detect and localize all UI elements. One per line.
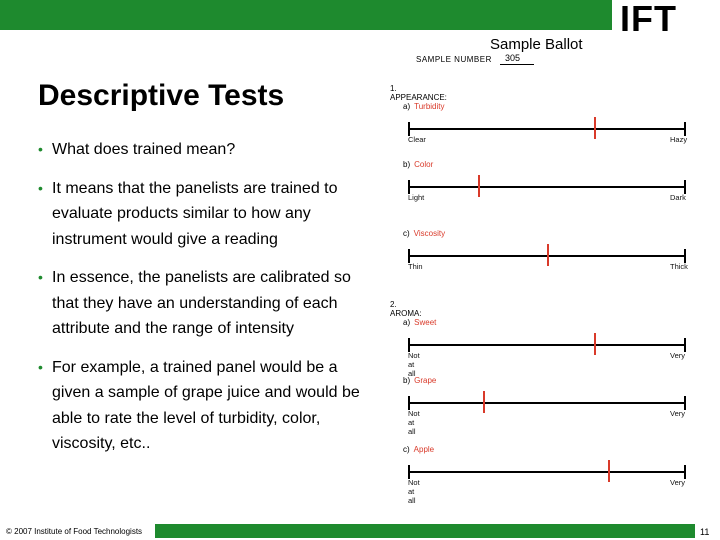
- rating-mark: [594, 333, 596, 355]
- copyright-text: © 2007 Institute of Food Technologists: [6, 527, 143, 536]
- scale-low-anchor: Thin: [408, 262, 423, 271]
- attribute-letter: b): [403, 160, 411, 169]
- scale-end-tick: [408, 396, 410, 410]
- page-number: 11: [700, 527, 710, 537]
- scale-low-anchor: Not at all: [408, 409, 420, 436]
- rating-scale-line[interactable]: [408, 128, 686, 130]
- bullet-list: [36, 137, 366, 470]
- scale-low-anchor: Not at all: [408, 478, 420, 505]
- slide-title: Descriptive Tests: [38, 79, 285, 112]
- rating-mark: [608, 460, 610, 482]
- ballot-title: Sample Ballot: [490, 36, 583, 53]
- header-bar: [0, 0, 612, 30]
- attribute-name: Sweet: [414, 318, 437, 327]
- scale-high-anchor: Thick: [670, 262, 688, 271]
- scale-low-anchor: Light: [408, 193, 425, 202]
- sample-number-value: 305: [505, 53, 521, 63]
- scale-high-anchor: Very: [670, 409, 686, 418]
- scale-end-tick: [408, 465, 410, 479]
- ballot-section-heading: 1. APPEARANCE:: [390, 84, 447, 102]
- ift-logo: IFT: [620, 0, 677, 39]
- scale-end-tick: [684, 249, 686, 263]
- attribute-letter: a): [403, 102, 411, 111]
- attribute-name: Turbidity: [414, 102, 445, 111]
- scale-end-tick: [408, 180, 410, 194]
- attribute-letter: c): [403, 229, 410, 238]
- attribute-label: [403, 229, 445, 238]
- scale-end-tick: [408, 122, 410, 136]
- footer-bar: [155, 524, 695, 538]
- attribute-label: [403, 160, 433, 169]
- attribute-name: Grape: [414, 376, 437, 385]
- attribute-label: [403, 318, 436, 327]
- rating-mark: [483, 391, 485, 413]
- scale-end-tick: [684, 180, 686, 194]
- scale-end-tick: [408, 249, 410, 263]
- attribute-name: Color: [414, 160, 434, 169]
- scale-end-tick: [684, 122, 686, 136]
- scale-end-tick: [684, 338, 686, 352]
- attribute-letter: a): [403, 318, 411, 327]
- bullet-item: • In essence, the panelists are calibrated so that they have an understanding of each attribute and the range of intensity: [36, 265, 366, 342]
- attribute-label: [403, 102, 445, 111]
- scale-high-anchor: Hazy: [670, 135, 688, 144]
- rating-mark: [478, 175, 480, 197]
- attribute-label: [403, 445, 434, 454]
- scale-high-anchor: Very: [670, 351, 686, 360]
- bullet-item: • It means that the panelists are trained to evaluate products similar to how any instrument would give a reading: [36, 176, 366, 253]
- attribute-letter: c): [403, 445, 410, 454]
- scale-high-anchor: Dark: [670, 193, 686, 202]
- rating-mark: [594, 117, 596, 139]
- bullet-item: • For example, a trained panel would be a given a sample of grape juice and would be able to rate the level of turbidity, color, viscosity, etc..: [36, 355, 366, 457]
- sample-number-label: SAMPLE NUMBER: [416, 55, 492, 64]
- rating-scale-line[interactable]: [408, 471, 686, 473]
- scale-low-anchor: Clear: [408, 135, 426, 144]
- attribute-name: Viscosity: [413, 229, 446, 238]
- scale-end-tick: [408, 338, 410, 352]
- attribute-label: [403, 376, 436, 385]
- attribute-name: Apple: [413, 445, 435, 454]
- rating-scale-line[interactable]: [408, 186, 686, 188]
- scale-end-tick: [684, 396, 686, 410]
- rating-scale-line[interactable]: [408, 255, 686, 257]
- ballot-section-heading: 2. AROMA:: [390, 300, 422, 318]
- scale-end-tick: [684, 465, 686, 479]
- scale-high-anchor: Very: [670, 478, 686, 487]
- scale-low-anchor: Not at all: [408, 351, 420, 378]
- bullet-item: • What does trained mean?: [36, 137, 366, 163]
- rating-mark: [547, 244, 549, 266]
- rating-scale-line[interactable]: [408, 402, 686, 404]
- rating-scale-line[interactable]: [408, 344, 686, 346]
- sample-number-underline: [500, 64, 534, 65]
- attribute-letter: b): [403, 376, 411, 385]
